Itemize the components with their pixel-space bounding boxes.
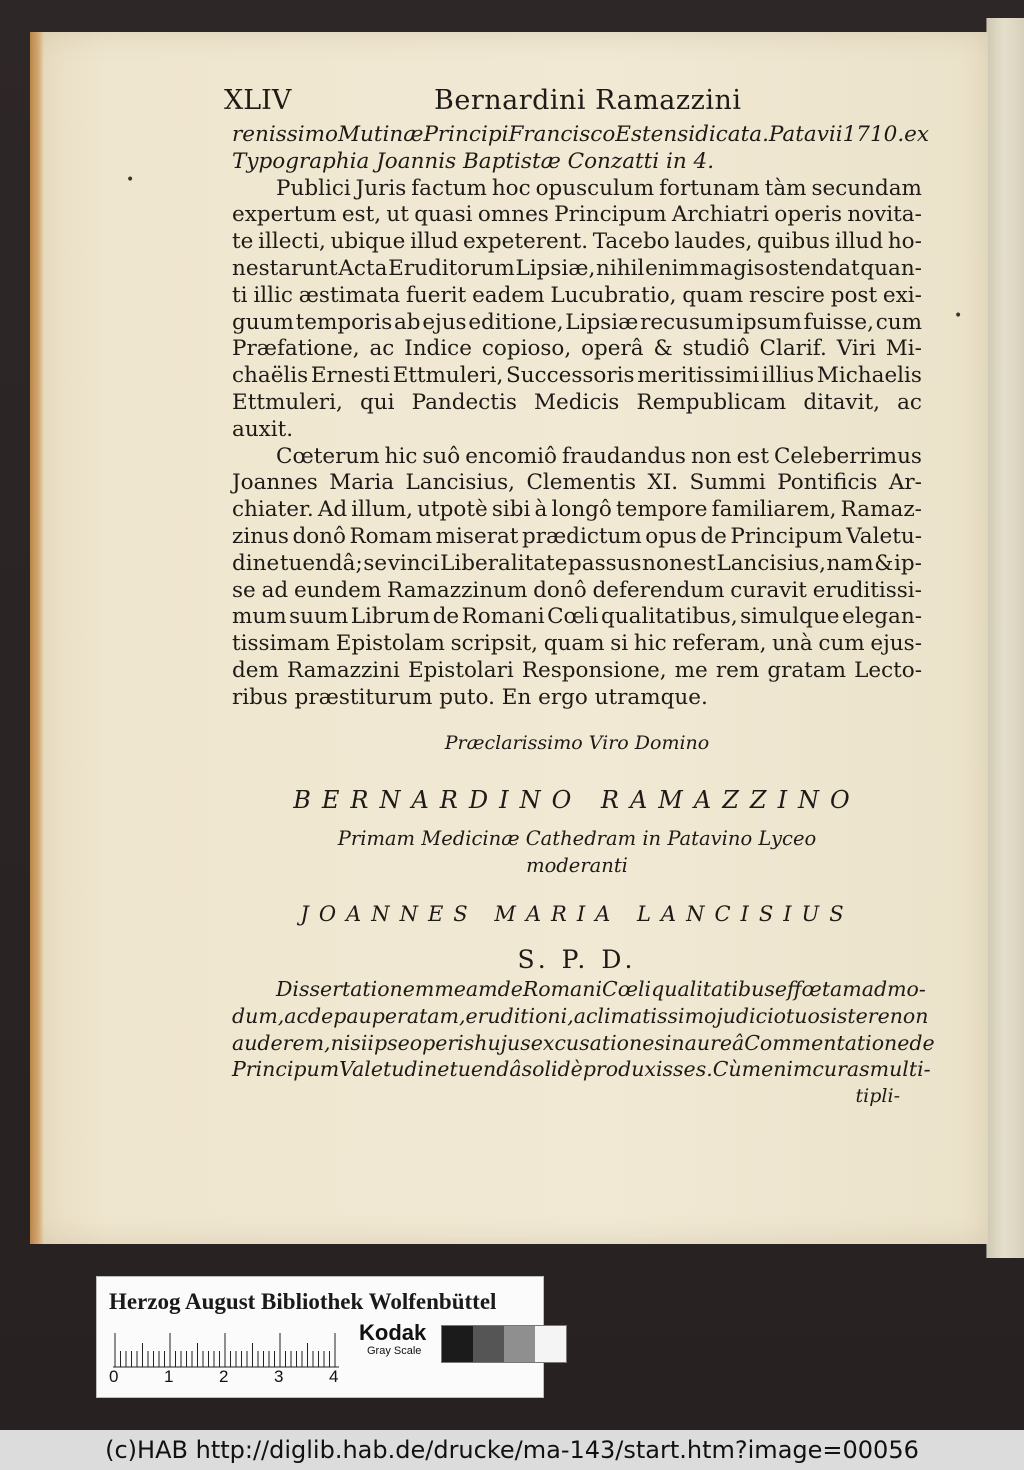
- running-title: Bernardini Ramazzini: [434, 85, 742, 116]
- margin-mark: •: [954, 308, 963, 324]
- ruler-number: 0: [109, 1367, 119, 1386]
- text-line: nestarunt Acta Eruditorum Lipsiæ, nihil enim magis ostendat quan-: [232, 255, 922, 281]
- text-line: Joannes Maria Lancisius, Clementis XI. Summi Pontificis Ar-: [232, 470, 922, 496]
- salutation: S. P. D.: [517, 944, 637, 974]
- text-line: dum, ac depauperatam, eruditioni, ac limatissimo judicio tuo sistere non: [232, 1003, 929, 1028]
- source-url-footer: [0, 1430, 1024, 1470]
- text-line: auderem, nisi ipse operis hujus excusationes in aureâ Commentatione de: [232, 1030, 935, 1055]
- text-line: renissimo Mutinæ Principi Francisco Estensi dicata. Patavii 1710. ex: [232, 122, 930, 147]
- ruler-number: 4: [329, 1367, 339, 1386]
- ruler-ticks: [111, 1329, 341, 1369]
- ruler-numbers: [107, 1367, 347, 1391]
- text-line: chaëlis Ernesti Ettmuleri, Successoris meritissimi illius Michaelis: [232, 363, 922, 389]
- text-line: auxit.: [232, 416, 294, 442]
- text-line: Præfatione, ac Indice copioso, operâ & studiô Clarif. Viri Mi-: [232, 336, 922, 362]
- kodak-brand: Kodak: [359, 1320, 427, 1345]
- text-line: se ad eundem Ramazzinum donô deferendum curavit eruditissi-: [232, 577, 922, 603]
- ruler-number: 2: [219, 1367, 229, 1386]
- text-line: te illecti, ubique illud expeterent. Tacebo laudes, quibus illud ho-: [232, 229, 922, 255]
- text-line: ribus præstiturum puto. En ergo utramque.: [232, 684, 708, 710]
- text-line: zinus donô Romam miserat prædictum opus de Principum Valetu-: [232, 523, 922, 549]
- gray-swatch: [535, 1326, 566, 1362]
- gray-swatch: [504, 1326, 535, 1362]
- text-line: Ettmuleri, qui Pandectis Medicis Rempublicam ditavit, ac: [232, 389, 922, 415]
- text-line: tissimam Epistolam scripsit, quam si hic referam, unà cum ejus-: [232, 631, 922, 657]
- text-line: expertum est, ut quasi omnes Principum Archiatri operis novita-: [232, 202, 922, 228]
- text-line: ti illic æstimata fuerit eadem Lucubratio, quam rescire post exi-: [232, 282, 922, 308]
- kodak-label: [359, 1321, 426, 1357]
- folio-number: XLIV: [224, 85, 292, 116]
- recipient-name: BERNARDINO RAMAZZINO: [293, 786, 861, 815]
- ruler-number: 1: [164, 1367, 174, 1386]
- recipient-description: Primam Medicinæ Cathedram in Patavino Lyceo: [337, 827, 817, 851]
- text-line: Cœterum hic suô encomiô fraudandus non est Celeberrimus: [276, 443, 922, 469]
- recipient-description-cont: moderanti: [526, 854, 628, 878]
- text-line: Publici Juris factum hoc opusculum fortunam tàm secundam: [276, 175, 922, 201]
- body-text: [232, 122, 930, 712]
- text-line: chiater. Ad illum, utpotè sibi à longô tempore familiarem, Ramaz-: [232, 497, 922, 523]
- color-calibration-strip: [96, 1276, 544, 1398]
- running-head: [224, 84, 922, 118]
- text-line: Principum Valetudine tuendâ solidè produxisses. Cùm enim curas multi-: [232, 1057, 931, 1082]
- text-line: guum temporis ab ejus editione, Lipsiæ recusum ipsum fuisse, cum: [232, 309, 922, 335]
- text-line: mum suum Librum de Romani Cœli qualitatibus, simulque elegan-: [232, 604, 922, 630]
- address-line: Præclarissimo Viro Domino: [444, 731, 710, 754]
- gray-swatch: [473, 1326, 504, 1362]
- letter-text: [232, 976, 935, 1083]
- text-line: Typographia Joannis Baptistæ Conzatti in 4.: [232, 148, 715, 174]
- margin-mark: •: [126, 172, 135, 188]
- catchword: tipli-: [855, 1085, 900, 1108]
- page-text: [224, 84, 935, 1110]
- text-line: Dissertationem meam de Romani Cœli qualitatibus effœtam admo-: [276, 976, 926, 1001]
- gray-scale-swatches: [441, 1325, 567, 1363]
- kodak-subtitle: Gray Scale: [367, 1345, 422, 1357]
- ruler-number: 3: [274, 1367, 284, 1386]
- ruler-scale: [111, 1329, 341, 1369]
- adjacent-page-edge: [986, 18, 1024, 1258]
- library-name: Herzog August Bibliothek Wolfenbüttel: [109, 1289, 497, 1314]
- page-gutter-edge: [30, 32, 44, 1244]
- sender-name: JOANNES MARIA LANCISIUS: [300, 901, 854, 926]
- text-line: dem Ramazzini Epistolari Responsione, me rem gratam Lecto-: [232, 657, 922, 683]
- gray-swatch: [442, 1326, 473, 1362]
- source-url-text: (c)HAB http://diglib.hab.de/drucke/ma-143/start.htm?image=00056: [105, 1436, 919, 1464]
- text-line: dine tuendâ; se vinci Liberalitate passus non est Lancisius, nam & ip-: [232, 550, 922, 576]
